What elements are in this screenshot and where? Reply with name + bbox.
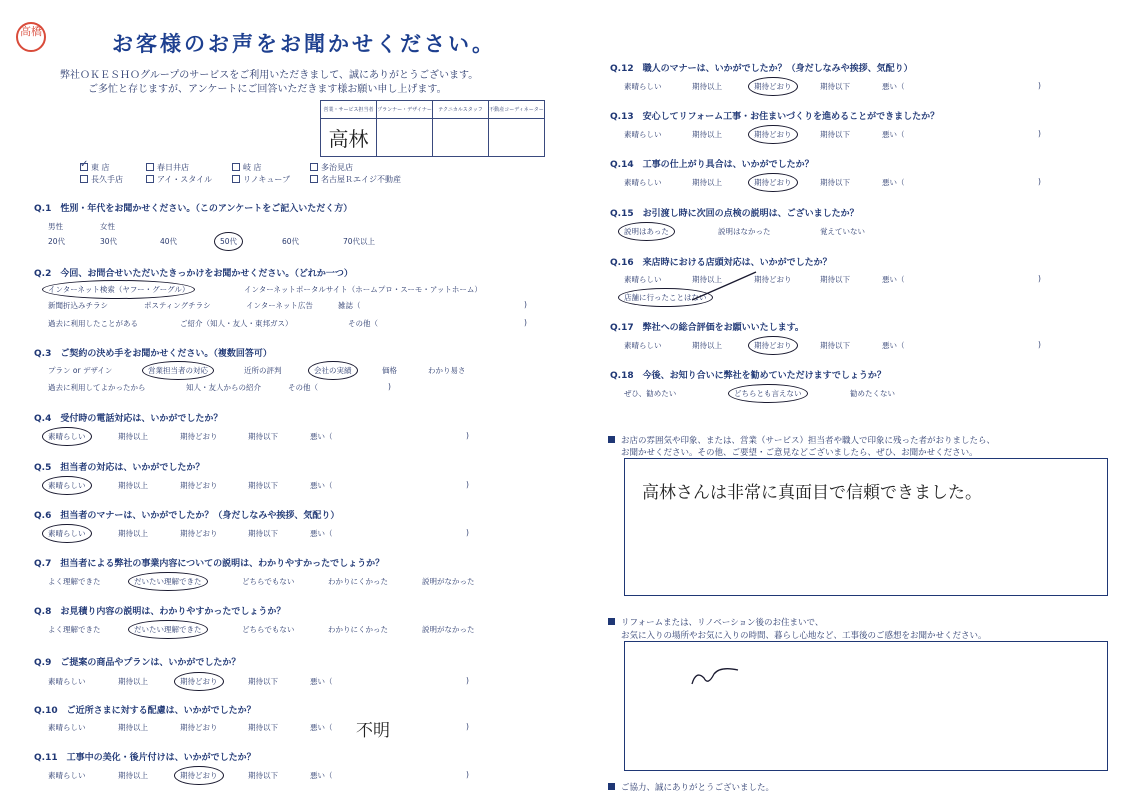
square-bullet-icon [608, 783, 615, 790]
staff-header: 営業・サービス担当者 [321, 101, 377, 119]
checkbox[interactable] [80, 163, 88, 171]
rating-option[interactable]: 素晴らしい [624, 341, 662, 350]
bracket-close: ) [466, 770, 469, 779]
rating-option-selected[interactable]: 期待どおり [754, 82, 792, 91]
bracket-close: ) [466, 480, 469, 489]
understand-option[interactable]: よく理解できた [48, 577, 101, 586]
branch-option[interactable]: リノキューブ [232, 174, 290, 185]
q2-option[interactable]: その他（ [348, 319, 378, 328]
staff-header: プランナー・デザイナー [377, 101, 433, 119]
checkbox[interactable] [232, 175, 240, 183]
staff-realestate-value[interactable] [489, 119, 545, 157]
rating-option[interactable]: 素晴らしい [48, 771, 86, 780]
checkbox[interactable] [232, 163, 240, 171]
rating-option[interactable]: 期待以下 [248, 481, 278, 490]
q2-option[interactable]: インターネット広告 [246, 301, 313, 310]
rating-option-selected[interactable]: 素晴らしい [48, 529, 86, 538]
rating-option[interactable]: 期待以上 [118, 481, 148, 490]
checkbox[interactable] [146, 175, 154, 183]
rating-option[interactable]: 素晴らしい [624, 178, 662, 187]
staff-header: 不動産コーディネーター [489, 101, 545, 119]
q3-option[interactable]: その他（ [288, 383, 318, 392]
square-bullet-icon [608, 436, 615, 443]
rating-option[interactable]: 素晴らしい [624, 82, 662, 91]
gender-option[interactable]: 男性 [48, 222, 63, 231]
rating-option[interactable]: 期待以上 [118, 677, 148, 686]
q2-option[interactable]: 過去に利用したことがある [48, 319, 138, 328]
rating-option[interactable]: 期待どおり [180, 481, 218, 490]
q3-option[interactable]: 価格 [382, 366, 397, 375]
q10-handwritten-note: 不明 [356, 721, 390, 741]
q3-option[interactable]: 知人・友人からの紹介 [186, 383, 261, 392]
name-seal-stamp: 高橋 [16, 22, 46, 52]
q3-option[interactable]: わかり易さ [428, 366, 466, 375]
rating-option[interactable]: 期待以下 [820, 341, 850, 350]
q3-option-selected[interactable]: 営業担当者の対応 [148, 366, 208, 375]
staff-planner-value[interactable] [377, 119, 433, 157]
rating-option[interactable]: 期待どおり [180, 723, 218, 732]
q7-label: Q.7 担当者による弊社の事業内容についての説明は、わかりやすかったでしょうか？ [34, 556, 384, 569]
q1-label: Q.1 性別・年代をお聞かせください。（このアンケートをご記入いただく方） [34, 201, 352, 214]
age-option[interactable]: 20代 [48, 237, 66, 246]
rating-option[interactable]: 期待以上 [118, 529, 148, 538]
q15-option[interactable]: 覚えていない [820, 227, 865, 236]
rating-option[interactable]: 悪い（ [310, 771, 333, 780]
rating-option[interactable]: 悪い（ [310, 677, 333, 686]
bracket-close: ) [524, 300, 527, 309]
q2-label: Q.2 今回、お問合せいただいたきっかけをお聞かせください。（どれか一つ） [34, 266, 353, 279]
rating-option-selected[interactable]: 期待どおり [754, 130, 792, 139]
rating-option[interactable]: 素晴らしい [624, 275, 662, 284]
age-option[interactable]: 40代 [160, 237, 178, 246]
rating-option[interactable]: 悪い（ [310, 529, 333, 538]
checkbox[interactable] [146, 163, 154, 171]
q16-extra-option-selected[interactable]: 店舗に行ったことはない [624, 293, 707, 302]
rating-option[interactable]: 期待以上 [118, 771, 148, 780]
bracket-close: ) [1038, 340, 1041, 349]
q4-label: Q.4 受付時の電話対応は、いかがでしたか？ [34, 411, 222, 424]
rating-option-selected[interactable]: 期待どおり [754, 341, 792, 350]
understand-option-selected[interactable]: だいたい理解できた [134, 577, 202, 586]
rating-option[interactable]: 期待以上 [692, 275, 722, 284]
comment1-prompt-line-2: お聞かせください。その他、ご要望・ご意見などございましたら、ぜひ、お聞かせください。 [621, 448, 978, 458]
rating-option[interactable]: 期待どおり [754, 275, 792, 284]
checkbox[interactable] [310, 163, 318, 171]
staff-technical-value[interactable] [433, 119, 489, 157]
q2-option[interactable]: 雑誌（ [338, 301, 361, 310]
bracket-close: ) [466, 431, 469, 440]
staff-sales-value[interactable]: 高林 [321, 119, 377, 157]
rating-option[interactable]: 期待以上 [118, 723, 148, 732]
rating-option[interactable]: 悪い（ [310, 481, 333, 490]
q15-option[interactable]: 説明はなかった [718, 227, 771, 236]
rating-option[interactable]: 期待以上 [692, 82, 722, 91]
bracket-close: ) [524, 318, 527, 327]
rating-option-selected[interactable]: 素晴らしい [48, 481, 86, 490]
understand-option[interactable]: よく理解できた [48, 625, 101, 634]
rating-option[interactable]: 期待以上 [692, 341, 722, 350]
branch-option[interactable]: アイ・スタイル [146, 174, 212, 185]
q3-option[interactable]: 過去に利用してよかったから [48, 383, 146, 392]
comment2-prompt-line-1: リフォームまたは、リノベーション後のお住まいで、 [608, 616, 823, 628]
footer-thanks: ご協力、誠にありがとうございました。 [608, 781, 774, 793]
understand-option[interactable]: わかりにくかった [328, 577, 388, 586]
checkbox[interactable] [310, 175, 318, 183]
rating-option[interactable]: 期待どおり [180, 432, 218, 441]
rating-option[interactable]: 期待以下 [248, 771, 278, 780]
q15-option-selected[interactable]: 説明はあった [624, 227, 669, 236]
rating-option[interactable]: 素晴らしい [48, 723, 86, 732]
q16-label: Q.16 来店時における店頭対応は、いかがでしたか？ [610, 255, 832, 268]
q15-label: Q.15 お引渡し時に次回の点検の説明は、ございましたか？ [610, 206, 859, 219]
bracket-close: ) [466, 676, 469, 685]
q2-option[interactable]: インターネットポータルサイト（ホームプロ・スーモ・アットホーム） [244, 285, 482, 294]
branch-option[interactable]: 長久手店 [80, 174, 123, 185]
rating-option[interactable]: 素晴らしい [48, 677, 86, 686]
q18-option[interactable]: ぜひ、勧めたい [624, 389, 677, 398]
rating-option[interactable]: 期待どおり [180, 529, 218, 538]
understand-option[interactable]: どちらでもない [242, 625, 295, 634]
intro-line-2: ご多忙と存じますが、アンケートにご回答いただきます様お願い申し上げます。 [88, 84, 447, 95]
branch-option[interactable]: ✓東 店 [80, 162, 110, 173]
comment1-handwritten-answer: 高林さんは非常に真面目で信頼できました。 [642, 483, 982, 503]
bracket-close: ) [1038, 129, 1041, 138]
age-option[interactable]: 70代以上 [343, 237, 376, 246]
bracket-close: ) [1038, 274, 1041, 283]
rating-option[interactable]: 悪い（ [310, 723, 333, 732]
q10-label: Q.10 ご近所さまに対する配慮は、いかがでしたか？ [34, 703, 256, 716]
q3-label: Q.3 ご契約の決め手をお聞かせください。（複数回答可） [34, 346, 272, 359]
branch-option[interactable]: 岐 店 [232, 162, 262, 173]
rating-option[interactable]: 悪い（ [310, 432, 333, 441]
rating-option-selected[interactable]: 期待どおり [180, 677, 218, 686]
q2-option-selected[interactable]: インターネット検索（ヤフー・グーグル） [48, 285, 190, 294]
rating-option[interactable]: 悪い（ [882, 178, 905, 187]
q18-option[interactable]: 勧めたくない [850, 389, 895, 398]
understand-option-selected[interactable]: だいたい理解できた [134, 625, 202, 634]
q3-option[interactable]: プラン or デザイン [48, 366, 113, 375]
q6-label: Q.6 担当者のマナーは、いかがでしたか？（身だしなみや挨拶、気配り） [34, 508, 339, 521]
rating-option[interactable]: 期待以下 [248, 432, 278, 441]
bracket-close: ) [466, 722, 469, 731]
rating-option[interactable]: 期待以上 [118, 432, 148, 441]
rating-option-selected[interactable]: 期待どおり [754, 178, 792, 187]
bracket-close: ) [1038, 81, 1041, 90]
rating-option[interactable]: 期待以下 [820, 178, 850, 187]
comment2-answer-box[interactable] [624, 641, 1108, 771]
rating-option-selected[interactable]: 素晴らしい [48, 432, 86, 441]
pen-strike-mark [690, 268, 760, 304]
rating-option[interactable]: 期待以下 [820, 130, 850, 139]
bracket-close: ) [388, 382, 391, 391]
q3-option[interactable]: 近所の評判 [244, 366, 282, 375]
q3-option-selected[interactable]: 会社の実績 [314, 366, 352, 375]
bracket-close: ) [466, 528, 469, 537]
rating-option[interactable]: 悪い（ [882, 82, 905, 91]
comment2-prompt-line-2: お気に入りの場所やお気に入りの時間、暮らし心地など、工事後のご感想をお聞かせください。 [621, 631, 987, 641]
rating-option[interactable]: 悪い（ [882, 341, 905, 350]
age-option[interactable]: 30代 [100, 237, 118, 246]
rating-option[interactable]: 期待以下 [248, 677, 278, 686]
q13-label: Q.13 安心してリフォーム工事・お住まいづくりを進めることができましたか？ [610, 109, 939, 122]
understand-option[interactable]: 説明がなかった [422, 625, 475, 634]
q18-label: Q.18 今後、お知り合いに弊社を勧めていただけますでしょうか？ [610, 368, 886, 381]
q14-label: Q.14 工事の仕上がり具合は、いかがでしたか？ [610, 157, 814, 170]
rating-option-selected[interactable]: 期待どおり [180, 771, 218, 780]
q9-label: Q.9 ご提案の商品やプランは、いかがでしたか？ [34, 655, 240, 668]
q17-label: Q.17 弊社への総合評価をお願いいたします。 [610, 320, 804, 333]
age-option[interactable]: 60代 [282, 237, 300, 246]
comment1-prompt-line-1: お店の雰囲気や印象、または、営業（サービス）担当者や職人で印象に残った者がおりましたら、 [608, 434, 995, 446]
q8-label: Q.8 お見積り内容の説明は、わかりやすかったでしょうか？ [34, 604, 285, 617]
q18-option-selected[interactable]: どちらとも言えない [734, 389, 802, 398]
checkbox[interactable] [80, 175, 88, 183]
rating-option[interactable]: 期待以下 [820, 275, 850, 284]
q2-option[interactable]: ポスティングチラシ [144, 301, 211, 310]
branch-option[interactable]: 春日井店 [146, 162, 189, 173]
square-bullet-icon [608, 618, 615, 625]
understand-option[interactable]: わかりにくかった [328, 625, 388, 634]
q12-label: Q.12 職人のマナーは、いかがでしたか？（身だしなみや挨拶、気配り） [610, 61, 913, 74]
gender-option[interactable]: 女性 [100, 222, 115, 231]
staff-header: テクニカルスタッフ [433, 101, 489, 119]
rating-option[interactable]: 期待以下 [248, 529, 278, 538]
rating-option[interactable]: 悪い（ [882, 275, 905, 284]
bracket-close: ) [1038, 177, 1041, 186]
rating-option[interactable]: 悪い（ [882, 130, 905, 139]
q2-option[interactable]: ご紹介（知人・友人・東邦ガス） [180, 319, 293, 328]
branch-option[interactable]: 多治見店 [310, 162, 353, 173]
rating-option[interactable]: 素晴らしい [624, 130, 662, 139]
q11-label: Q.11 工事中の美化・後片付けは、いかがでしたか？ [34, 750, 256, 763]
rating-option[interactable]: 期待以下 [248, 723, 278, 732]
staff-table [320, 100, 545, 157]
rating-option[interactable]: 期待以上 [692, 178, 722, 187]
understand-option[interactable]: 説明がなかった [422, 577, 475, 586]
page-title: お客様のお声をお聞かせください。 [112, 32, 496, 56]
rating-option[interactable]: 期待以下 [820, 82, 850, 91]
q5-label: Q.5 担当者の対応は、いかがでしたか？ [34, 460, 204, 473]
q2-option[interactable]: 新聞折込みチラシ [48, 301, 108, 310]
age-option-selected[interactable]: 50代 [220, 237, 238, 246]
understand-option[interactable]: どちらでもない [242, 577, 295, 586]
handwritten-scribble [688, 664, 744, 692]
branch-option[interactable]: 名古屋Ｒエイジ不動産 [310, 174, 401, 185]
intro-line-1: 弊社ＯＫＥＳＨＯグループのサービスをご利用いただきまして、誠にありがとうございます。 [60, 70, 479, 81]
rating-option[interactable]: 期待以上 [692, 130, 722, 139]
